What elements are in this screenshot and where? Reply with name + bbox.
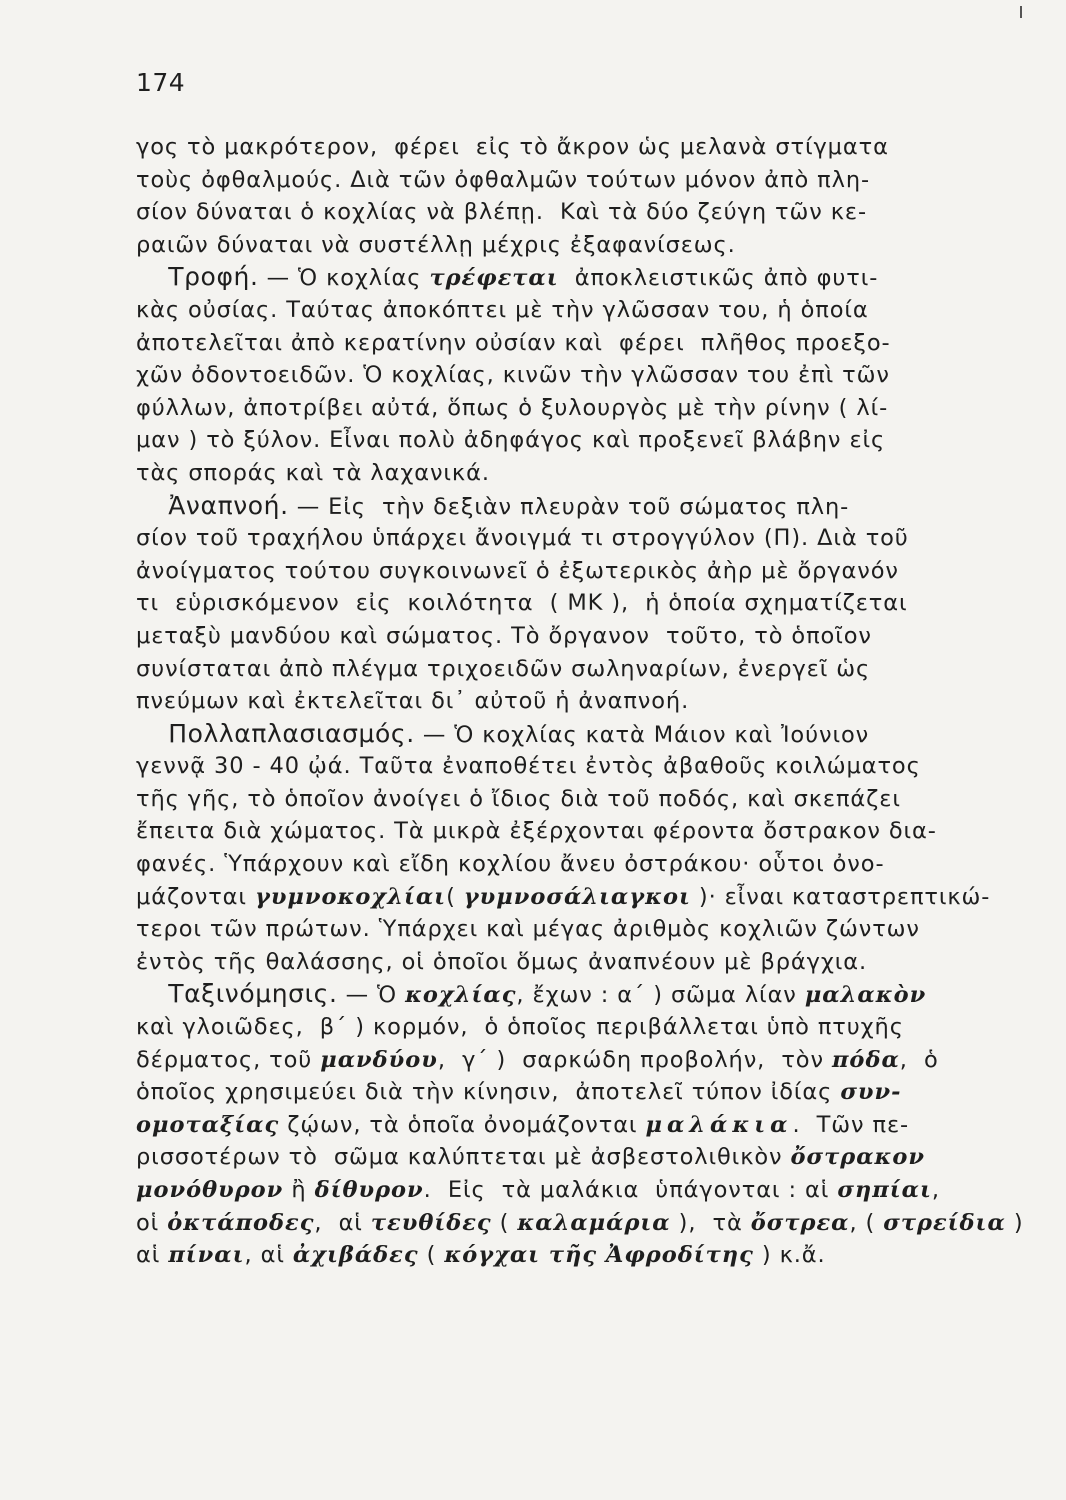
text-line: [136, 587, 986, 620]
section-heading: Ταξινόμησις.: [168, 979, 338, 1009]
text-line: [136, 261, 986, 294]
text-span: τοὺς ὀφθαλμούς. Διὰ τῶν ὀφθαλμῶν τούτων μόνον ἀπὸ πλη-: [136, 166, 871, 193]
text-span: φανές. Ὑπάρχουν καὶ εἴδη κοχλίου ἄνευ ὀστράκου· οὗτοι ὀνο-: [136, 851, 885, 878]
text-span: ) κ.ἄ.: [753, 1242, 826, 1269]
text-line: [136, 1207, 1024, 1240]
text-span: , αἱ: [314, 1209, 371, 1236]
text-line: [136, 522, 986, 555]
text-span: γος τὸ μακρότερον, φέρει εἰς τὸ ἄκρον ὡς μελανὰ στίγματα: [136, 134, 889, 160]
emphasized-term: ἀχιβάδες: [292, 1242, 419, 1269]
text-span: χῶν ὀδοντοειδῶν. Ὁ κοχλίας, κινῶν τὴν γλῶσσαν του ἐπὶ τῶν: [136, 362, 890, 389]
text-span: — Ὁ κοχλίας: [258, 265, 430, 292]
text-span: . Εἰς τὰ μαλάκια ὑπάγονται : αἱ: [423, 1177, 838, 1203]
text-line: [136, 783, 986, 816]
emphasized-term: ὄστρεα: [750, 1209, 850, 1236]
text-span: — Εἰς τὴν δεξιὰν πλευρὰν τοῦ σώματος πλη-: [288, 493, 850, 520]
text-span: ἔπειτα διὰ χώματος. Τὰ μικρὰ ἐξέρχονται φέροντα ὄστρακον δια-: [136, 818, 937, 845]
text-span: , (: [849, 1209, 884, 1236]
text-span: μαν ) τὸ ξύλον. Εἶναι πολὺ ἀδηφάγος καὶ προξενεῖ βλάβην εἰς: [136, 427, 886, 454]
text-span: ἀνοίγματος τούτου συγκοινωνεῖ ὁ ἐξωτερικὸς ἀὴρ μὲ ὄργανόν: [136, 557, 899, 584]
text-span: (: [418, 1242, 445, 1269]
emphasized-term: πόδα: [831, 1046, 900, 1073]
emphasized-term: μαλάκια: [645, 1111, 793, 1138]
text-span: ), τὰ: [670, 1209, 751, 1236]
text-span: ραιῶν δύναται νὰ συστέλλῃ μέχρις ἐξαφανίσεως.: [136, 231, 736, 258]
text-span: τῆς γῆς, τὸ ὁποῖον ἀνοίγει ὁ ἴδιος διὰ τοῦ ποδός, καὶ σκεπάζει: [136, 785, 901, 812]
emphasized-term: τευθίδες: [370, 1209, 492, 1236]
text-line: [136, 327, 986, 360]
text-span: (: [446, 883, 464, 910]
text-line: [136, 1076, 986, 1109]
text-span: τεροι τῶν πρώτων. Ὑπάρχει καὶ μέγας ἀριθμὸς κοχλιῶν ζώντων: [136, 916, 920, 943]
emphasized-term: γυμνοσάλιαγκοι: [463, 883, 691, 910]
text-span: μεταξὺ μανδύου καὶ σώματος. Τὸ ὄργανον τοῦτο, τὸ ὁποῖον: [136, 622, 872, 649]
text-span: ἢ: [283, 1177, 315, 1203]
emphasized-term: συν-: [840, 1079, 902, 1106]
text-span: σίον τοῦ τραχήλου ὑπάρχει ἄνοιγμά τι στρογγύλον (Π). Διὰ τοῦ: [136, 525, 909, 552]
text-span: τὰς σποράς καὶ τὰ λαχανικά.: [136, 459, 490, 486]
text-line: [136, 1044, 986, 1077]
text-line: [136, 946, 986, 979]
text-span: — Ὁ κοχλίας κατὰ Μάιον καὶ Ἰούνιον: [414, 721, 870, 748]
body-text: [136, 131, 1024, 1272]
text-line: [136, 881, 991, 914]
text-line: [136, 359, 986, 392]
emphasized-term: κοχλίας: [405, 982, 517, 1009]
text-span: ρισσοτέρων τὸ σῶμα καλύπτεται μὲ ἀσβεστολιθικὸν: [136, 1144, 791, 1171]
emphasized-term: μανδύου: [320, 1046, 438, 1073]
text-span: ζῴων, τὰ ὁποῖα ὀνομάζονται: [279, 1111, 646, 1138]
text-line: [136, 392, 986, 425]
text-line: [136, 229, 986, 262]
text-span: σίον δύναται ὁ κοχλίας νὰ βλέπῃ. Καὶ τὰ δύο ζεύγη τῶν κε-: [136, 199, 867, 226]
text-span: ): [1005, 1209, 1024, 1236]
emphasized-term: κόγχαι τῆς Ἀφροδίτης: [444, 1242, 754, 1269]
text-span: καὶ γλοιῶδες, β΄ ) κορμόν, ὁ ὁποῖος περιβάλλεται ὑπὸ πτυχῆς: [136, 1014, 904, 1041]
text-span: οἱ: [136, 1209, 168, 1236]
text-line: [136, 457, 986, 490]
text-span: συνίσταται ἀπὸ πλέγμα τριχοειδῶν σωληναρίων, ἐνεργεῖ ὡς: [136, 655, 871, 682]
text-span: δέρματος, τοῦ: [136, 1046, 321, 1073]
section-heading: Τροφή.: [168, 262, 259, 292]
text-line: [136, 1109, 986, 1142]
text-line: [136, 718, 986, 751]
text-span: , ἔχων : α΄ ) σῶμα λίαν: [516, 982, 805, 1009]
text-line: [136, 750, 986, 783]
emphasized-term: ὄστρακον: [790, 1144, 926, 1171]
scan-mark: [1020, 6, 1022, 18]
text-span: ἀποκλειστικῶς ἀπὸ φυτι-: [558, 265, 879, 292]
text-span: ὁποῖος χρησιμεύει διὰ τὴν κίνησιν, ἀποτελεῖ τύπον ἰδίας: [136, 1079, 841, 1106]
text-span: )· εἶναι καταστρεπτικώ-: [690, 883, 991, 910]
text-span: ἐντὸς τῆς θαλάσσης, οἱ ὁποῖοι ὅμως ἀναπνέουν μὲ βράγχια.: [136, 948, 868, 975]
emphasized-term: μαλακὸν: [804, 982, 927, 1009]
emphasized-term: σηπίαι: [837, 1177, 932, 1203]
text-span: ,: [931, 1177, 940, 1203]
emphasized-term: ὀκτάποδες: [167, 1209, 315, 1236]
text-line: [136, 978, 986, 1011]
text-span: [136, 494, 168, 520]
text-span: (: [491, 1209, 518, 1236]
text-line: [136, 294, 986, 327]
text-span: πνεύμων καὶ ἐκτελεῖται δι᾽ αὐτοῦ ἡ ἀναπνοή.: [136, 688, 690, 715]
text-line: [136, 685, 986, 718]
text-line: [136, 620, 986, 653]
emphasized-term: τρέφεται: [429, 265, 559, 292]
text-line: [136, 196, 986, 229]
text-line: [136, 913, 986, 946]
text-line: [136, 815, 986, 848]
emphasized-term: ομοταξίας: [136, 1111, 280, 1138]
text-line: [136, 490, 986, 523]
emphasized-term: μονόθυρον: [136, 1177, 284, 1203]
text-line: [136, 424, 986, 457]
text-span: [136, 722, 168, 748]
section-heading: Πολλαπλασιασμός.: [168, 718, 415, 748]
text-span: [136, 982, 168, 1008]
text-line: [136, 1011, 986, 1044]
text-line: [136, 653, 986, 686]
text-line: [136, 164, 986, 197]
text-line: [136, 848, 986, 881]
text-line: [136, 1239, 986, 1272]
emphasized-term: καλαμάρια: [517, 1209, 671, 1236]
text-span: — Ὁ: [337, 982, 406, 1009]
text-span: , ὁ: [899, 1046, 939, 1073]
text-span: γεννᾷ 30 - 40 ᾠά. Ταῦτα ἐναποθέτει ἐντὸς ἀβαθοῦς κοιλώματος: [136, 753, 921, 780]
emphasized-term: στρείδια: [883, 1209, 1006, 1236]
page-number: 174: [136, 68, 186, 97]
text-span: . Τῶν πε-: [792, 1111, 910, 1138]
section-heading: Ἀναπνοή.: [168, 490, 289, 520]
emphasized-term: γυμνοκοχλίαι: [254, 883, 447, 910]
text-line: [136, 1141, 986, 1174]
text-span: ἀποτελεῖται ἀπὸ κερατίνην οὐσίαν καὶ φέρει πλῆθος προεξο-: [136, 329, 891, 356]
text-line: [136, 1174, 986, 1207]
text-span: , αἱ: [244, 1242, 293, 1269]
emphasized-term: δίθυρον: [314, 1177, 424, 1203]
text-span: φύλλων, ἀποτρίβει αὐτά, ὅπως ὁ ξυλουργὸς μὲ τὴν ρίνην ( λί-: [136, 394, 889, 421]
text-span: [136, 265, 168, 291]
emphasized-term: πίναι: [168, 1242, 245, 1269]
text-span: τι εὑρισκόμενον εἰς κοιλότητα ( ΜΚ ), ἡ ὁποία σχηματίζεται: [136, 590, 908, 617]
text-line: [136, 131, 986, 164]
text-span: , γ΄ ) σαρκώδη προβολήν, τὸν: [437, 1046, 832, 1073]
text-line: [136, 555, 986, 588]
text-span: κὰς οὐσίας. Ταύτας ἀποκόπτει μὲ τὴν γλῶσσαν του, ἡ ὁποία: [136, 296, 869, 323]
text-span: αἱ: [136, 1242, 169, 1269]
text-span: μάζονται: [136, 883, 255, 910]
